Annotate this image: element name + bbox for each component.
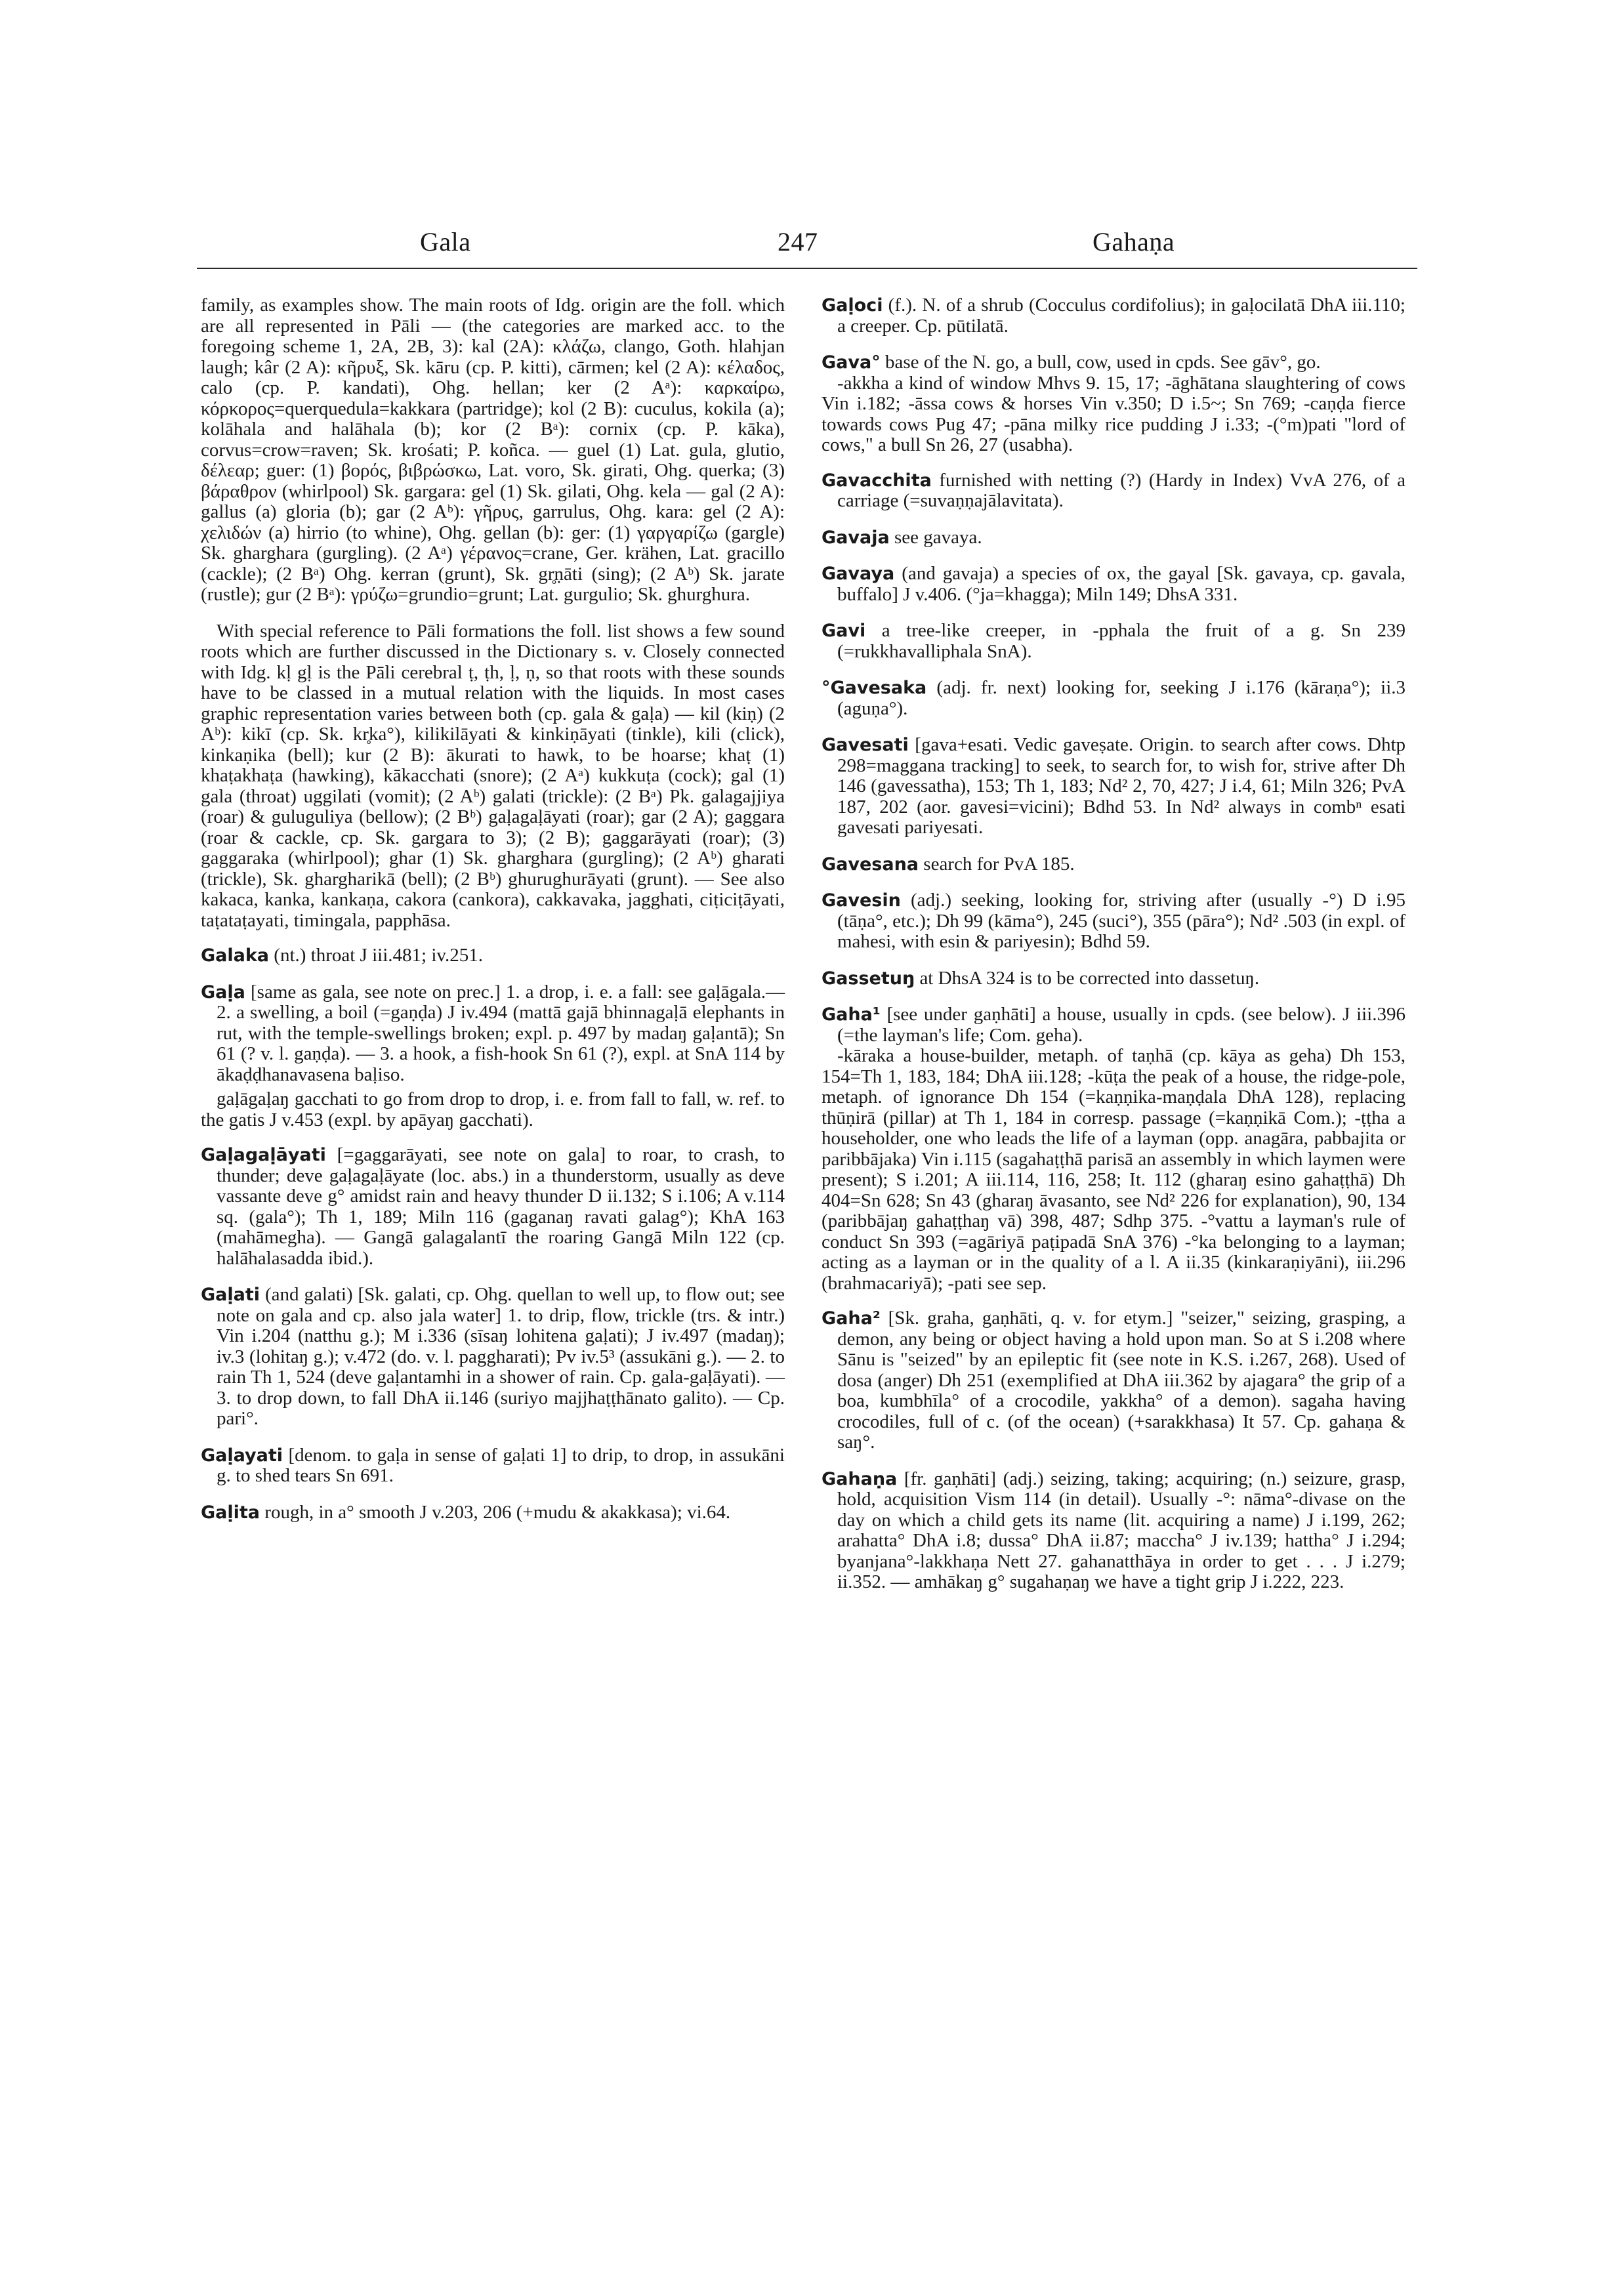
page-number: 247 [778,227,818,257]
entry-galagalayati [201,1145,785,1269]
headword: Gaḷoci [822,295,883,316]
entry-gavesati [822,735,1405,838]
entry-galoci [822,295,1405,337]
entry-text: [=gaggarāyati, see note on gala] to roar, to crash, to thunder; deve gaḷagaḷāyate (loc. abs.) in a thunderstorm, usually as deve vassante deve g° amidst rain and heavy thunder D ii.132; S i.106; A v.114 sq. (gala°); Th 1, 189; Miln 116 (gaganaŋ ravati galag°); KhA 163 (mahāmegha). — Gangā galagalantī the roaring Gangā Miln 122 (cp. halāhalasadda ibid.). [217,1144,785,1269]
headword: Gaḷa [201,982,245,1003]
entry-gava-subentry: -akkha a kind of window Mhvs 9. 15, 17; -āghātana slaughtering of cows Vin i.182; -āssa cows & horses Vin v.350; D i.5~; Sn 769; -caṇḍa fierce towards cows Pug 47; -pāna milky rice pudding J i.33; -(°m)pati "lord of cows," a bull Sn 26, 27 (usabha). [822,372,1405,455]
headword: Gaḷayati [201,1445,283,1466]
running-head-left: Gala [420,227,471,257]
entry-text: [see under gaṇhāti] a house, usually in cpds. (see below). J iii.396 (=the layman's life; Com. geha). [837,1004,1405,1046]
entry-text: furnished with netting (?) (Hardy in Index) VvA 276, of a carriage (=suvaṇṇajālavitata). [837,469,1405,511]
entry-text: search for PvA 185. [919,853,1075,875]
entry-gava [822,352,1405,373]
entry-text: at DhsA 324 is to be corrected into dassetuŋ. [915,967,1260,989]
entry-text: a tree-like creeper, in -pphala the fruit of a g. Sn 239 (=rukkhavalliphala SnA). [837,620,1405,662]
entry-text: [denom. to gaḷa in sense of gaḷati 1] to drip, to drop, in assukāni g. to shed tears Sn 691. [217,1444,785,1486]
headword: Galaka [201,945,270,966]
headword: Gaha¹ [822,1004,881,1025]
entry-gassetun [822,968,1405,989]
entry-galita [201,1502,785,1523]
entry-text: (and galati) [Sk. galati, cp. Ohg. quellan to well up, to flow out; see note on gala and cp. also jala water] 1. to drip, flow, trickle (trs. & intr.) Vin i.204 (natthu g.); M i.336 (sīsaŋ lohitena gaḷati); J iv.497 (madaŋ); iv.3 (lohitaŋ g.); v.472 (do. v. l. paggharati); Pv iv.5³ (assukāni g.). — 2. to rain Th 1, 524 (deve gaḷantamhi in a shower of rain. Cp. gala-gaḷāyati). — 3. to drop down, to fall DhA ii.146 (suriyo majjhaṭṭhānato galito). — Cp. pari°. [217,1284,785,1429]
entry-gavaja [822,527,1405,548]
headword: Gavesati [822,735,909,755]
entry-gavaya [822,564,1405,605]
entry-text: (adj.) seeking, looking for, striving after (usually -°) D i.95 (tāṇa°, etc.); Dh 99 (kāma°), 245 (suci°), 355 (pāra°); Nd² .503 (in expl. of mahesi, with esin & pariyesin); Bdhd 59. [837,890,1405,952]
headword: Gaḷagaḷāyati [201,1145,326,1165]
entry-text: [gava+esati. Vedic gaveṣate. Origin. to search after cows. Dhtp 298=maggana tracking] to seek, to search for, to wish for, strive after Dh 146 (gavessatha), 153; Th 1, 183; Nd² 2, 70, 427; J i.4, 61; Miln 326; PvA 187, 202 (aor. gavesi=vicini); Bdhd 53. In Nd² always in combⁿ esati gavesati pariyesati. [837,734,1405,838]
header-rule [197,268,1417,269]
running-head-right: Gahaṇa [1093,227,1175,257]
entry-gala [201,982,785,1086]
entry-text: (adj. fr. next) looking for, seeking J i.176 (kāraṇa°); ii.3 (aguṇa°). [837,677,1405,719]
entry-gahana [822,1469,1405,1593]
intro-paragraph: family, as examples show. The main roots of Idg. origin are the foll. which are all represented in Pāli — (the categories are marked acc. to the foregoing scheme 1, 2A, 2B, 3): kal (2A): κλάζω, clango, Goth. hlahjan laugh; kâr (2 A): κῆρυξ, Sk. kāru (cp. P. kitti), cārmen; kel (2 A): κέλαδος, calo (cp. P. kandati), Ohg. hellan; ker (2 Aᵃ): καρκαίρω, κόρκορος=querquedula=kakkara (partridge); kol (2 B): cuculus, kokila (a); kolāhala and halāhala (b); kor (2 Bᵃ): cornix (cp. P. kāka), corvus=crow=raven; Sk. krośati; P. koñca. — guel (1) Lat. gula, glutio, δέλεαρ; guer: (1) βορός, βιβρώσκω, Lat. voro, Sk. girati, Ohg. querka; (3) βάραθρον (whirlpool) Sk. gargara: gel (1) Sk. gilati, Ohg. kela — gal (2 A): gallus (a) gloria (b); gar (2 Aᵇ): γῆρυς, garrulus, Ohg. kara: gel (2 A): χελιδών (a) hirrio (to whine), Ohg. gellan (b): ger: (1) γαργαρίζω (gargle) Sk. gharghara (gurgling). (2 Aᵃ) γέρανος=crane, Ger. krähen, Lat. gracillo (cackle); (2 Bᵃ) Ohg. kerran (grunt), Sk. gr̥ṇāti (sing); (2 Aᵇ) Sk. jarate (rustle); gur (2 Bᵃ): γρύζω=grundio=grunt; Lat. gurgulio; Sk. ghurghura. [201,295,785,605]
entry-galayati [201,1445,785,1487]
left-column [201,295,785,1539]
headword: Gaḷati [201,1285,260,1305]
entry-gala-subentry: gaḷāgaḷaŋ gacchati to go from drop to drop, i. e. from fall to fall, w. ref. to the gatis J v.453 (expl. by apāyaŋ gacchati). [201,1088,785,1130]
headword: Gahaṇa [822,1468,898,1489]
headword: Gavi [822,621,866,641]
headword: Gassetuŋ [822,968,915,989]
headword: Gaha² [822,1308,881,1329]
headword: Gavacchita [822,470,932,491]
entry-gavesin [822,890,1405,953]
entry-text: base of the N. go, a bull, cow, used in cpds. See gāv°, go. [880,352,1321,373]
headword: Gavesana [822,854,919,875]
headword: °Gavesaka [822,678,927,698]
entry-gaha-1 [822,1004,1405,1046]
entry-text: [Sk. graha, gaṇhāti, q. v. for etym.] "seizer," seizing, grasping, a demon, any being or object having a hold upon man. So at S i.208 where Sānu is "seized" by an epileptic fit (see note in K.S. i.267, 268). Used of dosa (anger) Dh 251 (exemplified at DhA iii.362 by ajagara° the grip of a boa, kumbhīla° of a crocodile, yakkha° of a demon). sagaha having crocodiles, full of c. (of the ocean) (+sarakkhasa) It 57. Cp. gahaṇa & saŋ°. [837,1308,1405,1453]
entry-text: [fr. gaṇhāti] (adj.) seizing, taking; acquiring; (n.) seizure, grasp, hold, acquisition Vism 114 (in detail). Usually -°: nāma°-divase on the day on which a child gets its name (lit. acquiring a name) J i.199, 262; arahatta° DhA i.8; dussa° DhA ii.87; maccha° J iv.139; hattha° J i.294; byanjana°-lakkhaṇa Nett 27. gahanatthāya in order to get . . . J i.279; ii.352. — amhākaŋ g° sugahaṇaŋ we have a tight grip J i.222, 223. [837,1468,1405,1592]
headword: Gavaya [822,564,895,584]
entry-gaha-1-subentry: -kāraka a house-builder, metaph. of taṇhā (cp. kāya as geha) Dh 153, 154=Th 1, 183, 184; DhA iii.128; -kūṭa the peak of a house, the ridge-pole, metaph. of ignorance Dh 154 (=kaṇṇika-maṇḍala DhA 128), replacing thūṇirā (pillar) at Th 1, 184 in corresp. passage (=kaṇṇikā Com.); -ṭṭha a householder, one who leads the life of a layman (opp. anagāra, pabbajita or paribbājaka) Vin i.115 (sagahaṭṭhā parisā an assembly in which laymen were present); S i.201; A iii.114, 116, 258; It. 112 (gharaŋ esino gahaṭṭhā) Dh 404=Sn 628; Sn 43 (gharaŋ āvasanto, see Nd² 226 for explanation), 90, 134 (paribbājaŋ gahaṭṭhaŋ vā) 398, 487; Sdhp 375. -°vattu a layman's rule of conduct Sn 393 (=agāriyā paṭipadā SnA 376) -°ka belonging to a layman; acting as a layman or in the quality of a l. A ii.35 (kinkaraṇiyāni), iii.296 (brahmacariyā); -pati see sep. [822,1045,1405,1294]
entry-gaha-2 [822,1308,1405,1453]
right-column [822,295,1405,1609]
entry-gavi [822,621,1405,662]
headword: Gavaja [822,527,890,548]
entry-gavesaka [822,678,1405,719]
entry-text: (and gavaja) a species of ox, the gayal [Sk. gavaya, cp. gavala, buffalo] J v.406. (°ja=khagga); Miln 149; DhsA 331. [837,563,1405,605]
intro-paragraph-continued: With special reference to Pāli formations the foll. list shows a few sound roots which are further discussed in the Dictionary s. v. Closely connected with Idg. kḷ gḷ is the Pāli cerebral ṭ, ṭh, ḷ, ṇ, so that roots with these sounds have to be classed in a mutual relation with the liquids. In most cases graphic representation varies between both (cp. gala & gaḷa) — kil (kiṇ) (2 Aᵇ): kikī (cp. Sk. kr̥ka°), kilikilāyati & kinkiṇāyati (tinkle), kili (click), kinkaṇika (bell); kur (2 B): ākurati to hawk, to be hoarse; khaṭ (1) khaṭakhaṭa (hawking), kākacchati (snore); (2 Aᵃ) kukkuṭa (cock); gal (1) gala (throat) uggilati (vomit); (2 Aᵇ) galati (trickle): (2 Bᵃ) Pk. galagajjiya (roar) & guluguliya (bellow); (2 Bᵇ) gaḷagaḷāyati (roar); gar (2 A); gaggara (roar & cackle, cp. Sk. gargara to 3); (2 B); gaggarāyati (roar); (3) gaggaraka (whirlpool); ghar (1) Sk. gharghara (gurgling); (2 Aᵇ) gharati (trickle), Sk. ghargharikā (bell); (2 Bᵇ) ghurughurāyati (grunt). — See also kakaca, kanka, kankaṇa, cakora (cankora), cakkavaka, jagghati, ciṭiciṭāyati, taṭataṭayati, timingala, papphāsa. [201,620,785,931]
entry-galati [201,1285,785,1430]
entry-galaka [201,945,785,966]
entry-gavesana [822,854,1405,875]
entry-text: see gavaya. [889,526,982,548]
entry-text: (nt.) throat J iii.481; iv.251. [269,945,483,966]
headword: Gavesin [822,890,901,911]
headword: Gaḷita [201,1502,260,1523]
entry-text: (f.). N. of a shrub (Cocculus cordifolius); in gaḷocilatā DhA iii.110; a creeper. Cp. pūtilatā. [837,295,1405,337]
headword: Gava° [822,352,881,373]
entry-text: [same as gala, see note on prec.] 1. a drop, i. e. a fall: see gaḷāgala.—2. a swelling, a boil (=gaṇḍa) J iv.494 (mattā gajā bhinnagaḷā elephants in rut, with the temple-swellings broken; expl. p. 497 by madaŋ gaḷantā); Sn 61 (? v. l. gaṇḍa). — 3. a hook, a fish-hook Sn 61 (?), expl. at SnA 114 by ākaḍḍhanavasena baḷiso. [217,981,785,1085]
entry-gavacchita [822,470,1405,512]
entry-text: rough, in a° smooth J v.203, 206 (+mudu & akakkasa); vi.64. [260,1501,731,1523]
